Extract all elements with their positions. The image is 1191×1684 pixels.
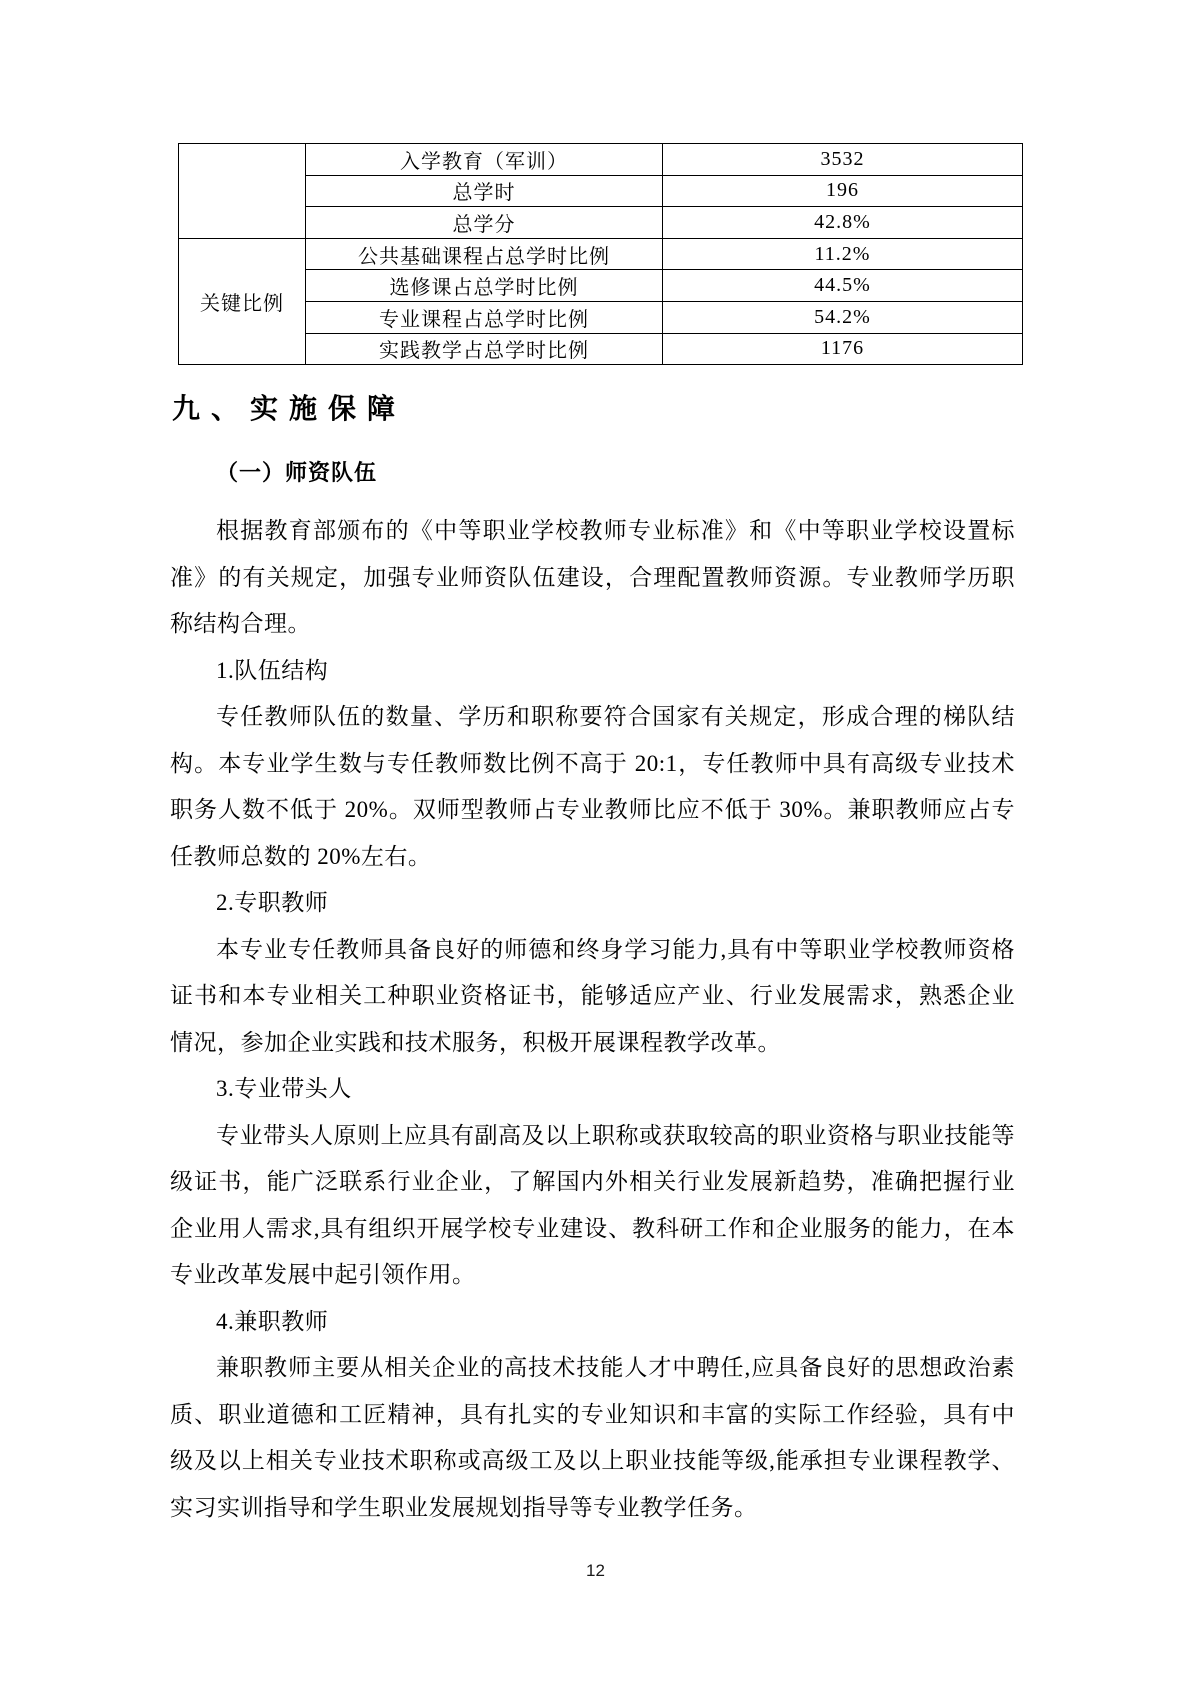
- table-item-cell: 总学分: [306, 207, 663, 239]
- document-page-content: [170, 143, 1015, 1531]
- table-row: [179, 144, 1023, 176]
- table-value-cell: 1176: [663, 333, 1023, 365]
- page-number: 12: [586, 1561, 605, 1580]
- table-group-cell-key-ratio: 关键比例: [179, 238, 306, 364]
- table-item-cell: 总学时: [306, 175, 663, 207]
- paragraph-item-2-title: 2.专职教师: [216, 890, 329, 916]
- table-value-cell: 11.2%: [663, 238, 1023, 270]
- table-row: [179, 238, 1023, 270]
- table-value-cell: 44.5%: [663, 270, 1023, 302]
- table-value-cell: 42.8%: [663, 207, 1023, 239]
- table-item-cell: 入学教育（军训）: [306, 144, 663, 176]
- table-item-cell: 专业课程占总学时比例: [306, 301, 663, 333]
- paragraph-item-2-body: 本专业专任教师具备良好的师德和终身学习能力,具有中等职业学校教师资格证书和本专业相关工种职业资格证书，能够适应产业、行业发展需求，熟悉企业情况，参加企业实践和技术服务，积极开展课程教学改革。: [170, 936, 1015, 1055]
- table-item-cell: 实践教学占总学时比例: [306, 333, 663, 365]
- table-row: [179, 175, 1023, 207]
- table-row: [179, 333, 1023, 365]
- body-text-block: [170, 508, 1015, 1531]
- table-row: [179, 270, 1023, 302]
- table-value-cell: 54.2%: [663, 301, 1023, 333]
- subsection-heading: （一）师资队伍: [216, 460, 378, 486]
- paragraph-item-4-title: 4.兼职教师: [216, 1308, 329, 1334]
- table-row: [179, 301, 1023, 333]
- table-value-cell: 3532: [663, 144, 1023, 176]
- paragraph-item-1-title: 1.队伍结构: [216, 657, 329, 683]
- paragraph-item-3-title: 3.专业带头人: [216, 1076, 352, 1102]
- table-item-cell: 选修课占总学时比例: [306, 270, 663, 302]
- paragraph-item-1-body: 专任教师队伍的数量、学历和职称要符合国家有关规定，形成合理的梯队结构。本专业学生数与专任教师数比例不高于 20:1，专任教师中具有高级专业技术职务人数不低于 20%。双师型教师占专业教师比应不低于 30%。兼职教师应占专任教师总数的 20%左右。: [170, 704, 1015, 869]
- paragraph-item-3-body: 专业带头人原则上应具有副高及以上职称或获取较高的职业资格与职业技能等级证书，能广泛联系行业企业，了解国内外相关行业发展新趋势，准确把握行业企业用人需求,具有组织开展学校专业建设、教科研工作和企业服务的能力，在本专业改革发展中起引领作用。: [170, 1122, 1015, 1288]
- table-value-cell: 196: [663, 175, 1023, 207]
- paragraph-item-4-body: 兼职教师主要从相关企业的高技术技能人才中聘任,应具备良好的思想政治素质、职业道德和工匠精神，具有扎实的专业知识和丰富的实际工作经验，具有中级及以上相关专业技术职称或高级工及以上职业技能等级,能承担专业课程教学、实习实训指导和学生职业发展规划指导等专业教学任务。: [170, 1355, 1015, 1520]
- table-row: [179, 207, 1023, 239]
- curriculum-summary-table: [178, 143, 1023, 365]
- paragraph-intro: 根据教育部颁布的《中等职业学校教师专业标准》和《中等职业学校设置标准》的有关规定，加强专业师资队伍建设，合理配置教师资源。专业教师学历职称结构合理。: [170, 518, 1015, 637]
- table-group-cell-empty: [179, 144, 306, 239]
- section-heading: 九、实施保障: [172, 393, 407, 425]
- table-item-cell: 公共基础课程占总学时比例: [306, 238, 663, 270]
